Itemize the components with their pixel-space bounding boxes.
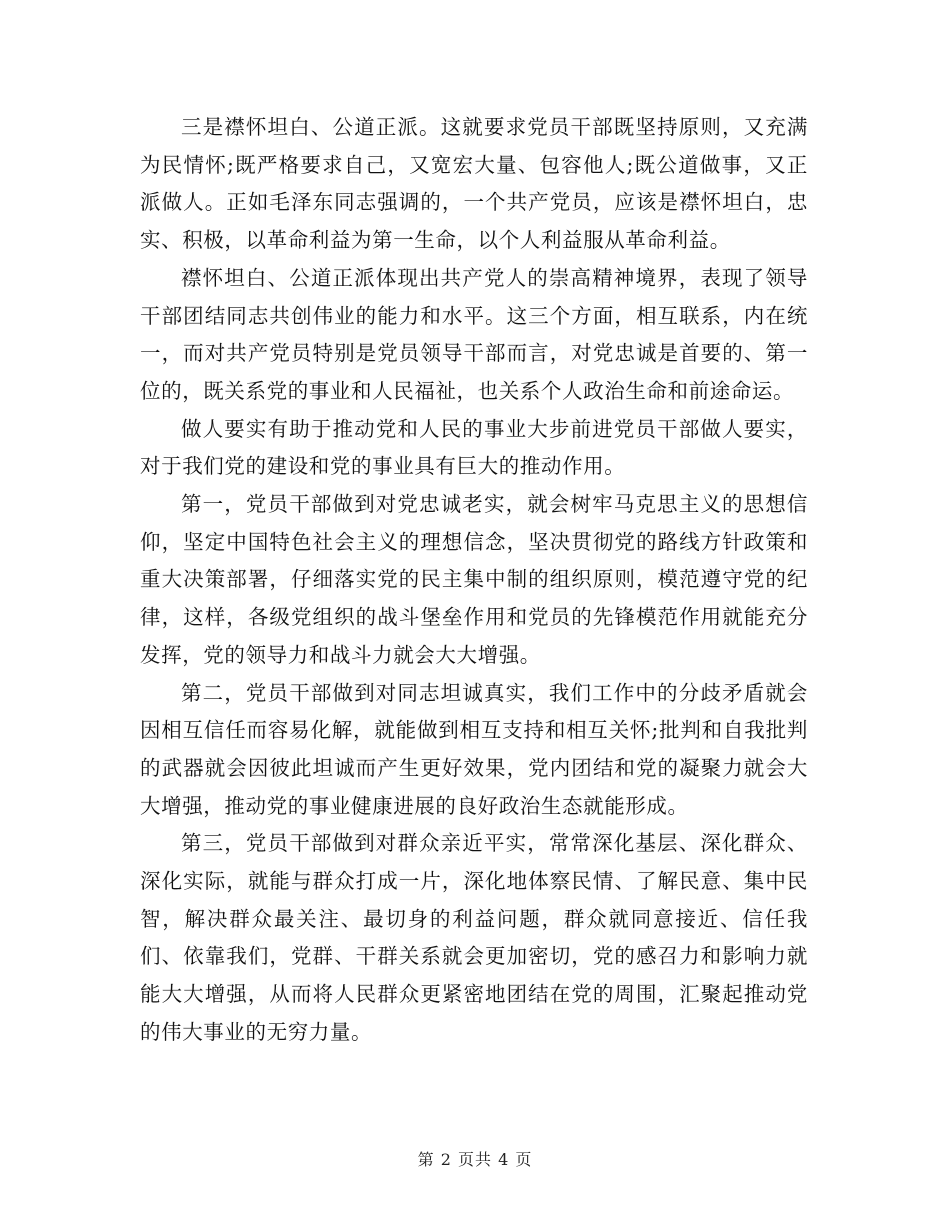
paragraph-spirit: 襟怀坦白、公道正派体现出共产党人的崇高精神境界，表现了领导干部团结同志共创伟业的能力和水平。这三个方面，相互联系，内在统一，而对共产党员特别是党员领导干部而言，对党忠诚是首要的、第一位的，既关系党的事业和人民福祉，也关系个人政治生命和前途命运。 xyxy=(140,265,808,403)
page-number: 第 2 页共 4 页 xyxy=(417,1150,533,1169)
paragraph-second: 第二，党员干部做到对同志坦诚真实，我们工作中的分歧矛盾就会因相互信任而容易化解，就能做到相互支持和相互关怀;批判和自我批判的武器就会因彼此坦诚而产生更好效果，党内团结和党的凝聚力就会大大增强，推动党的事业健康进展的良好政治生态就能形成。 xyxy=(140,680,808,818)
paragraph-third: 第三，党员干部做到对群众亲近平实，常常深化基层、深化群众、深化实际，就能与群众打成一片，深化地体察民情、了解民意、集中民智，解决群众最关注、最切身的利益问题，群众就同意接近、信任我们、依靠我们，党群、干群关系就会更加密切，党的感召力和影响力就能大大增强，从而将人民群众更紧密地团结在党的周围，汇聚起推动党的伟大事业的无穷力量。 xyxy=(140,831,808,1044)
paragraph-first: 第一，党员干部做到对党忠诚老实，就会树牢马克思主义的思想信仰，坚定中国特色社会主义的理想信念，坚决贯彻党的路线方针政策和重大决策部署，仔细落实党的民主集中制的组织原则，模范遵守党的纪律，这样，各级党组织的战斗堡垒作用和党员的先锋模范作用就能充分发挥，党的领导力和战斗力就会大大增强。 xyxy=(140,492,808,667)
paragraph-principles: 三是襟怀坦白、公道正派。这就要求党员干部既坚持原则，又充满为民情怀;既严格要求自己，又宽宏大量、包容他人;既公道做事，又正派做人。正如毛泽东同志强调的，一个共产党员，应该是襟怀坦白，忠实、积极，以革命利益为第一生命，以个人利益服从革命利益。 xyxy=(140,115,808,253)
paragraph-promotion: 做人要实有助于推动党和人民的事业大步前进党员干部做人要实，对于我们党的建设和党的事业具有巨大的推动作用。 xyxy=(140,416,808,479)
document-body xyxy=(140,109,808,1052)
